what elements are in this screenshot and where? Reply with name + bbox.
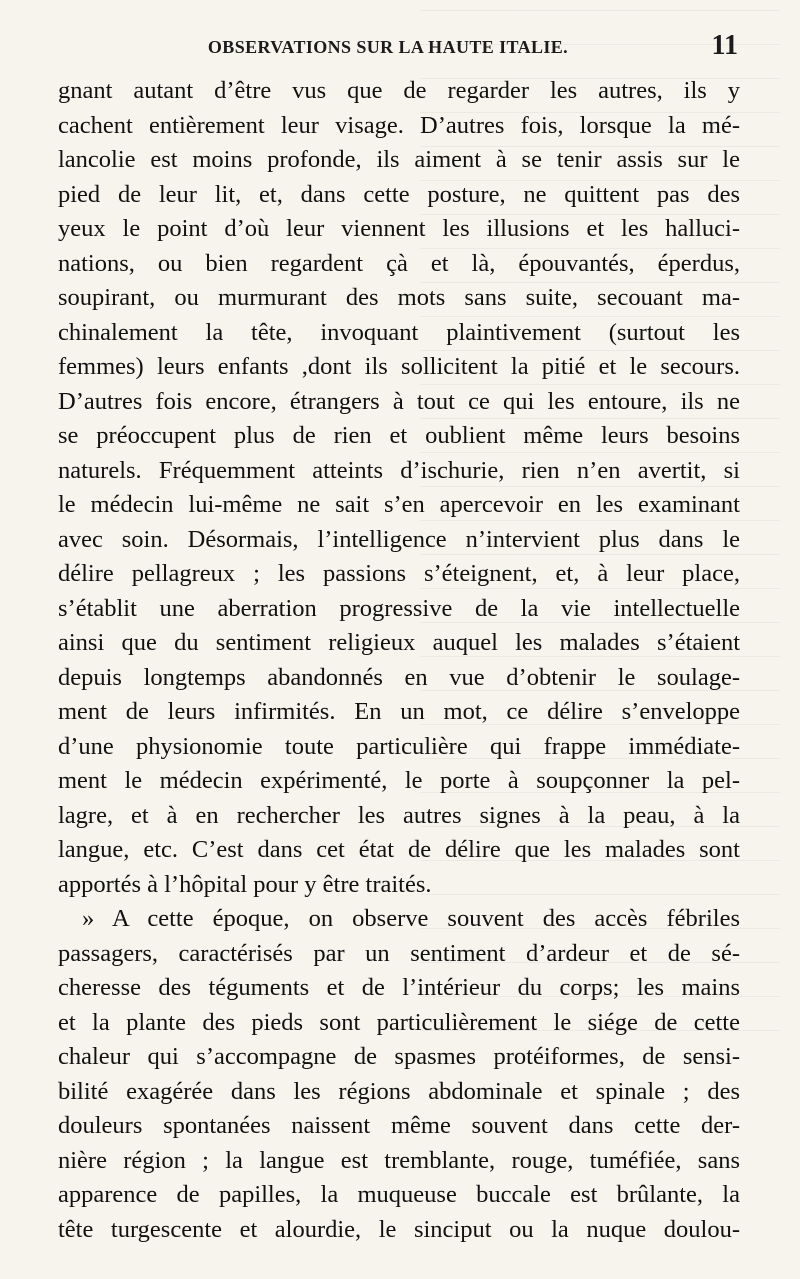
text-line: pied de leur lit, et, dans cette posture, ne quittent pas des <box>58 180 740 208</box>
text-line: d’une physionomie toute particulière qui frappe immédiate- <box>58 732 740 760</box>
text-line: avec soin. Désormais, l’intelligence n’intervient plus dans le <box>58 525 740 553</box>
page-number: 11 <box>711 30 738 61</box>
text-line: ment de leurs infirmités. En un mot, ce délire s’enveloppe <box>58 698 740 725</box>
text-line: ainsi que du sentiment religieux auquel les malades s’étaient <box>58 629 740 656</box>
text-line: s’établit une aberration progressive de la vie intellectuelle <box>58 594 740 622</box>
text-line: ment le médecin expérimenté, le porte à soupçonner la pel- <box>58 767 740 794</box>
text-line: cachent entièrement leur visage. D’autres fois, lorsque la mé- <box>58 111 740 139</box>
text-line: D’autres fois encore, étrangers à tout ce qui les entoure, ils ne <box>58 387 740 415</box>
text-line: soupirant, ou murmurant des mots sans suite, secouant ma- <box>58 284 740 311</box>
text-line: femmes) leurs enfants ,dont ils sollicitent la pitié et le secours. <box>58 353 740 380</box>
text-line: naturels. Fréquemment atteints d’ischurie, rien n’en avertit, si <box>58 456 740 484</box>
text-line: apportés à l’hôpital pour y être traités. <box>58 870 432 898</box>
text-line: nière région ; la langue est tremblante, rouge, tuméfiée, sans <box>58 1146 740 1174</box>
text-line: lancolie est moins profonde, ils aiment à se tenir assis sur le <box>58 146 740 173</box>
text-line: apparence de papilles, la muqueuse buccale est brûlante, la <box>58 1181 740 1208</box>
text-line: passagers, caractérisés par un sentiment d’ardeur et de sé- <box>58 939 740 967</box>
body-text <box>58 74 740 1250</box>
text-line: nations, ou bien regardent çà et là, épouvantés, éperdus, <box>58 249 740 277</box>
text-line: douleurs spontanées naissent même souvent dans cette der- <box>58 1112 740 1139</box>
running-header <box>58 28 738 68</box>
text-line: délire pellagreux ; les passions s’éteignent, et, à leur place, <box>58 560 740 587</box>
text-line: langue, etc. C’est dans cet état de délire que les malades sont <box>58 836 740 863</box>
text-line: » A cette époque, on observe souvent des accès fébriles <box>82 905 740 932</box>
text-line: bilité exagérée dans les régions abdominale et spinale ; des <box>58 1077 740 1105</box>
text-line: chinalement la tête, invoquant plaintivement (surtout les <box>58 318 740 346</box>
text-line: se préoccupent plus de rien et oublient même leurs besoins <box>58 422 740 449</box>
text-line: chaleur qui s’accompagne de spasmes protéiformes, de sensi- <box>58 1043 740 1070</box>
text-line: et la plante des pieds sont particulièrement le siége de cette <box>58 1008 740 1036</box>
running-title: OBSERVATIONS SUR LA HAUTE ITALIE. <box>207 37 569 57</box>
text-line: lagre, et à en rechercher les autres signes à la peau, à la <box>58 801 740 829</box>
text-line: cheresse des téguments et de l’intérieur du corps; les mains <box>58 974 740 1001</box>
text-line: depuis longtemps abandonnés en vue d’obtenir le soulage- <box>58 663 740 691</box>
text-line: tête turgescente et alourdie, le sinciput ou la nuque doulou- <box>58 1215 740 1243</box>
text-line: le médecin lui-même ne sait s’en apercevoir en les examinant <box>58 491 740 518</box>
text-line: gnant autant d’être vus que de regarder les autres, ils y <box>58 77 740 104</box>
text-line: yeux le point d’où leur viennent les illusions et les halluci- <box>58 215 740 242</box>
